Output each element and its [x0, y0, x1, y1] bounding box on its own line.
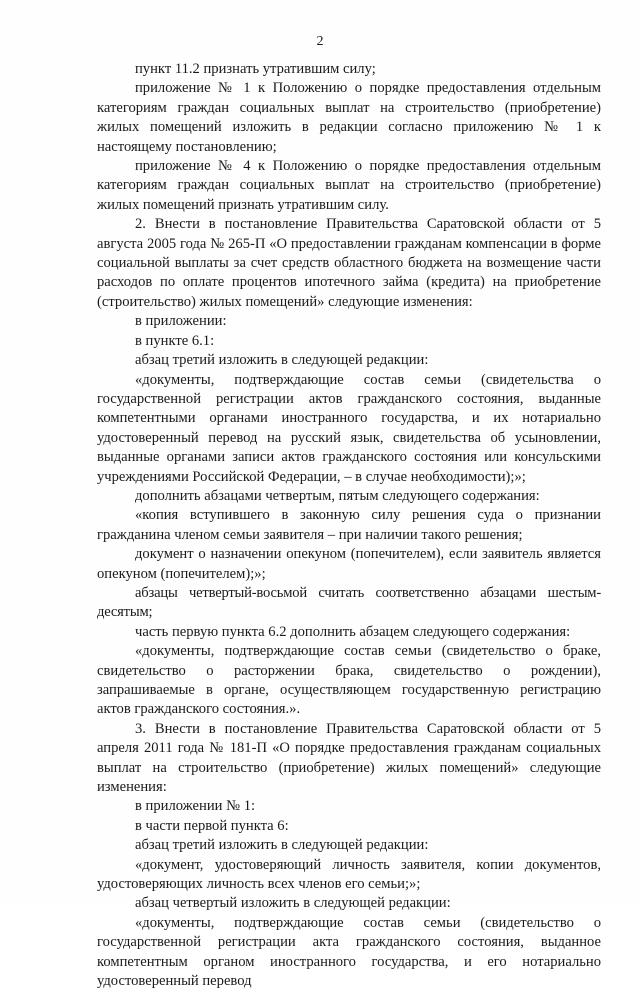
- paragraph: пункт 11.2 признать утратившим силу;: [135, 61, 376, 77]
- paragraph: документ о назначении опекуном (попечителем), если заявитель является опекуном (попечителем);»;: [97, 546, 601, 582]
- paragraph: 3. Внести в постановление Правительства Саратовской области от 5 апреля 2011 года № 181-П «О порядке предоставления гражданам социальных выплат на строительство (приобретение) жилых помещений» следующие изменения:: [97, 720, 601, 796]
- page-number: 2: [316, 34, 324, 49]
- paragraph: приложение № 4 к Положению о порядке предоставления отдельным категориям граждан социальных выплат на строительство (приобретение) жилых помещений признать утратившим силу.: [97, 158, 601, 213]
- paragraph: в приложении:: [135, 313, 227, 330]
- paragraph: «документы, подтверждающие состав семьи (свидетельство о браке, свидетельство о расторжении брака, свидетельство о рождении), запрашиваемые в органе, осуществляющем государственную регистрацию актов гражданского состояния.».: [97, 643, 601, 718]
- paragraph: абзац третий изложить в следующей редакции:: [135, 837, 429, 854]
- paragraph: в пункте 6.1:: [135, 332, 215, 349]
- paragraph: приложение № 1 к Положению о порядке предоставления отдельным категориям граждан социальных выплат на строительство (приобретение) жилых помещений изложить в редакции согласно приложению № 1 к настоящему постановлению;: [97, 80, 601, 155]
- document-body: [97, 60, 601, 992]
- paragraph: 2. Внести в постановление Правительства Саратовской области от 5 августа 2005 года № 265-П «О предоставлении гражданам компенсации в форме социальной выплаты за счет средств областного бюджета на возмещение части расходов по оплате процентов ипотечного займа (кредита) на приобретение (строительство) жилых помещений» следующие изменения:: [97, 216, 601, 310]
- paragraph: «копия вступившего в законную силу решения суда о признании гражданина членом семьи заявителя – при наличии такого решения;: [97, 507, 601, 543]
- paragraph: абзацы четвертый-восьмой считать соответственно абзацами шестым-десятым;: [97, 584, 601, 621]
- paragraph: абзац третий изложить в следующей редакции:: [135, 352, 429, 369]
- paragraph: в приложении № 1:: [135, 798, 256, 815]
- paragraph: «документ, удостоверяющий личность заявителя, копии документов, удостоверяющих личность всех членов его семьи;»;: [97, 856, 601, 893]
- paragraph: абзац четвертый изложить в следующей редакции:: [135, 895, 451, 912]
- paragraph: дополнить абзацами четвертым, пятым следующего содержания:: [135, 487, 540, 504]
- paragraph: «документы, подтверждающие состав семьи (свидетельство о государственной регистрации акта гражданского состояния, выданное компетентным органом иностранного государства, и его нотариально удостоверенный перевод: [97, 914, 601, 990]
- paragraph: часть первую пункта 6.2 дополнить абзацем следующего содержания:: [135, 623, 571, 640]
- paragraph: «документы, подтверждающие состав семьи (свидетельства о государственной регистрации актов гражданского состояния, выданные компетентными органами иностранного государства, и их нотариально удостоверенный перевод на русский язык, свидетельства об усыновлении, выданные органами записи актов гражданского состояния или консульскими учреждениями Российской Федерации, – в случае необходимости);»;: [97, 371, 601, 485]
- paragraph: в части первой пункта 6:: [135, 817, 289, 834]
